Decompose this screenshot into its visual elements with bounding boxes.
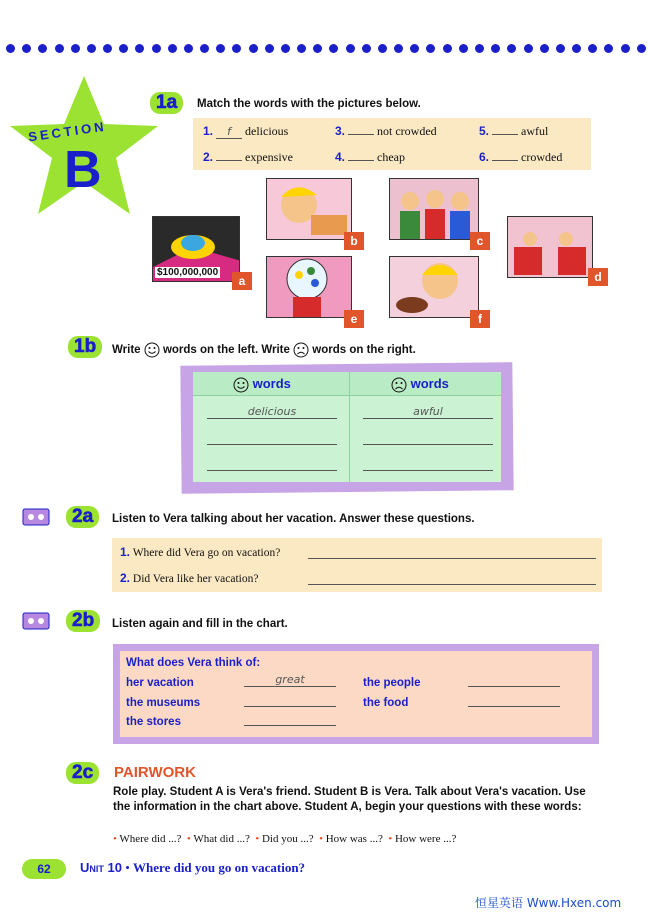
- picture-a: [152, 216, 240, 282]
- answer-line-2[interactable]: [308, 584, 596, 585]
- price-caption: $100,000,000: [157, 267, 219, 278]
- exercise-tag-1a: 1a: [150, 92, 183, 114]
- starter-4: How was ...?: [325, 833, 383, 845]
- answer-blank[interactable]: [492, 160, 518, 161]
- picture-d: [507, 216, 593, 278]
- happy-girl-dessert-illustration-icon: [390, 257, 479, 318]
- cassette-icon: [22, 612, 50, 630]
- picture-f: [389, 256, 479, 318]
- answer-vacation[interactable]: great: [244, 673, 336, 687]
- chart-heading: What does Vera think of:: [126, 657, 261, 669]
- row-label-stores: the stores: [126, 716, 181, 728]
- match-item-1: 1. f delicious: [203, 124, 289, 138]
- frowny-face-icon: [391, 377, 407, 393]
- bad-word-line-1[interactable]: awful: [363, 405, 493, 419]
- instruction-1b: Write words on the left. Write words on the right.: [112, 342, 416, 358]
- answer-stores[interactable]: [244, 725, 336, 726]
- row-label-people: the people: [363, 677, 421, 689]
- answer-blank[interactable]: [492, 134, 518, 135]
- picture-label-d: d: [588, 268, 608, 286]
- cassette-icon: [22, 508, 50, 526]
- starter-1: Where did ...?: [119, 833, 182, 845]
- picture-label-e: e: [344, 310, 364, 328]
- top-dotted-border: [6, 44, 646, 58]
- smiley-face-icon: [144, 342, 160, 358]
- match-item-6: 6. crowded: [479, 150, 563, 164]
- frowny-face-icon: [293, 342, 309, 358]
- good-word-line-3[interactable]: [207, 470, 337, 471]
- picture-label-a: a: [232, 272, 252, 290]
- match-item-3: 3. not crowded: [335, 124, 437, 138]
- column-header-bad: words: [391, 376, 449, 393]
- starter-3: Did you ...?: [261, 833, 314, 845]
- match-item-4: 4. cheap: [335, 150, 405, 164]
- match-item-2: 2. expensive: [203, 150, 293, 164]
- picture-label-b: b: [344, 232, 364, 250]
- unit-footer: Unit 10 • Where did you go on vacation?: [80, 860, 306, 875]
- pairwork-body: Role play. Student A is Vera's friend. Student B is Vera. Talk about Vera's vacation. Use the information in the chart above. Student A, begin your questions with these words:: [113, 786, 586, 813]
- disgusted-boy-illustration-icon: [267, 179, 352, 240]
- section-b-badge: [6, 72, 166, 222]
- good-word-line-2[interactable]: [207, 444, 337, 445]
- opinion-chart: [120, 651, 592, 737]
- instruction-2a: Listen to Vera talking about her vacation. Answer these questions.: [112, 513, 475, 525]
- watermark: 恒星英语 Www.Hxen.com: [475, 896, 622, 910]
- answer-food[interactable]: [468, 706, 560, 707]
- instruction-2b: Listen again and fill in the chart.: [112, 618, 288, 630]
- answer-blank[interactable]: f: [216, 125, 242, 139]
- exercise-tag-1b: 1b: [68, 336, 102, 358]
- page-number: 62: [22, 859, 66, 879]
- answer-blank[interactable]: [216, 160, 242, 161]
- section-word: SECTION: [27, 118, 108, 145]
- question-1: 1. Where did Vera go on vacation?: [120, 545, 281, 559]
- unit-title: Where did you go on vacation?: [133, 860, 306, 875]
- exercise-tag-2b: 2b: [66, 610, 100, 632]
- question-2: 2. Did Vera like her vacation?: [120, 571, 259, 585]
- picture-label-f: f: [470, 310, 490, 328]
- unit-label: Unit 10: [80, 860, 122, 875]
- pairwork-title: PAIRWORK: [114, 764, 196, 781]
- column-header-good: words: [233, 376, 291, 393]
- good-word-line-1[interactable]: delicious: [207, 405, 337, 419]
- exercise-tag-2a: 2a: [66, 506, 99, 528]
- row-label-museums: the museums: [126, 697, 201, 709]
- row-label-vacation: her vacation: [126, 677, 194, 689]
- answer-people[interactable]: [468, 686, 560, 687]
- bad-word-line-3[interactable]: [363, 470, 493, 471]
- words-table: [193, 372, 501, 482]
- crowded-subway-illustration-icon: [390, 179, 479, 240]
- gumball-machine-illustration-icon: [267, 257, 352, 318]
- instruction-1a: Match the words with the pictures below.: [197, 98, 421, 110]
- answer-blank[interactable]: [348, 134, 374, 135]
- answer-blank[interactable]: [348, 160, 374, 161]
- answer-line-1[interactable]: [308, 558, 596, 559]
- match-item-5: 5. awful: [479, 124, 549, 138]
- bad-word-line-2[interactable]: [363, 444, 493, 445]
- empty-train-illustration-icon: [508, 217, 593, 278]
- picture-e: [266, 256, 352, 318]
- starter-5: How were ...?: [394, 833, 457, 845]
- exercise-tag-2c: 2c: [66, 762, 99, 784]
- picture-label-c: c: [470, 232, 490, 250]
- row-label-food: the food: [363, 697, 409, 709]
- matching-box: [193, 118, 591, 170]
- picture-c: [389, 178, 479, 240]
- starter-2: What did ...?: [193, 833, 250, 845]
- question-starters: • Where did ...? • What did ...? • Did you ...? • How was ...? • How were ...?: [113, 833, 457, 845]
- picture-b: [266, 178, 352, 240]
- answer-museums[interactable]: [244, 706, 336, 707]
- smiley-face-icon: [233, 377, 249, 393]
- questions-box: [112, 538, 602, 592]
- section-letter: B: [64, 141, 102, 199]
